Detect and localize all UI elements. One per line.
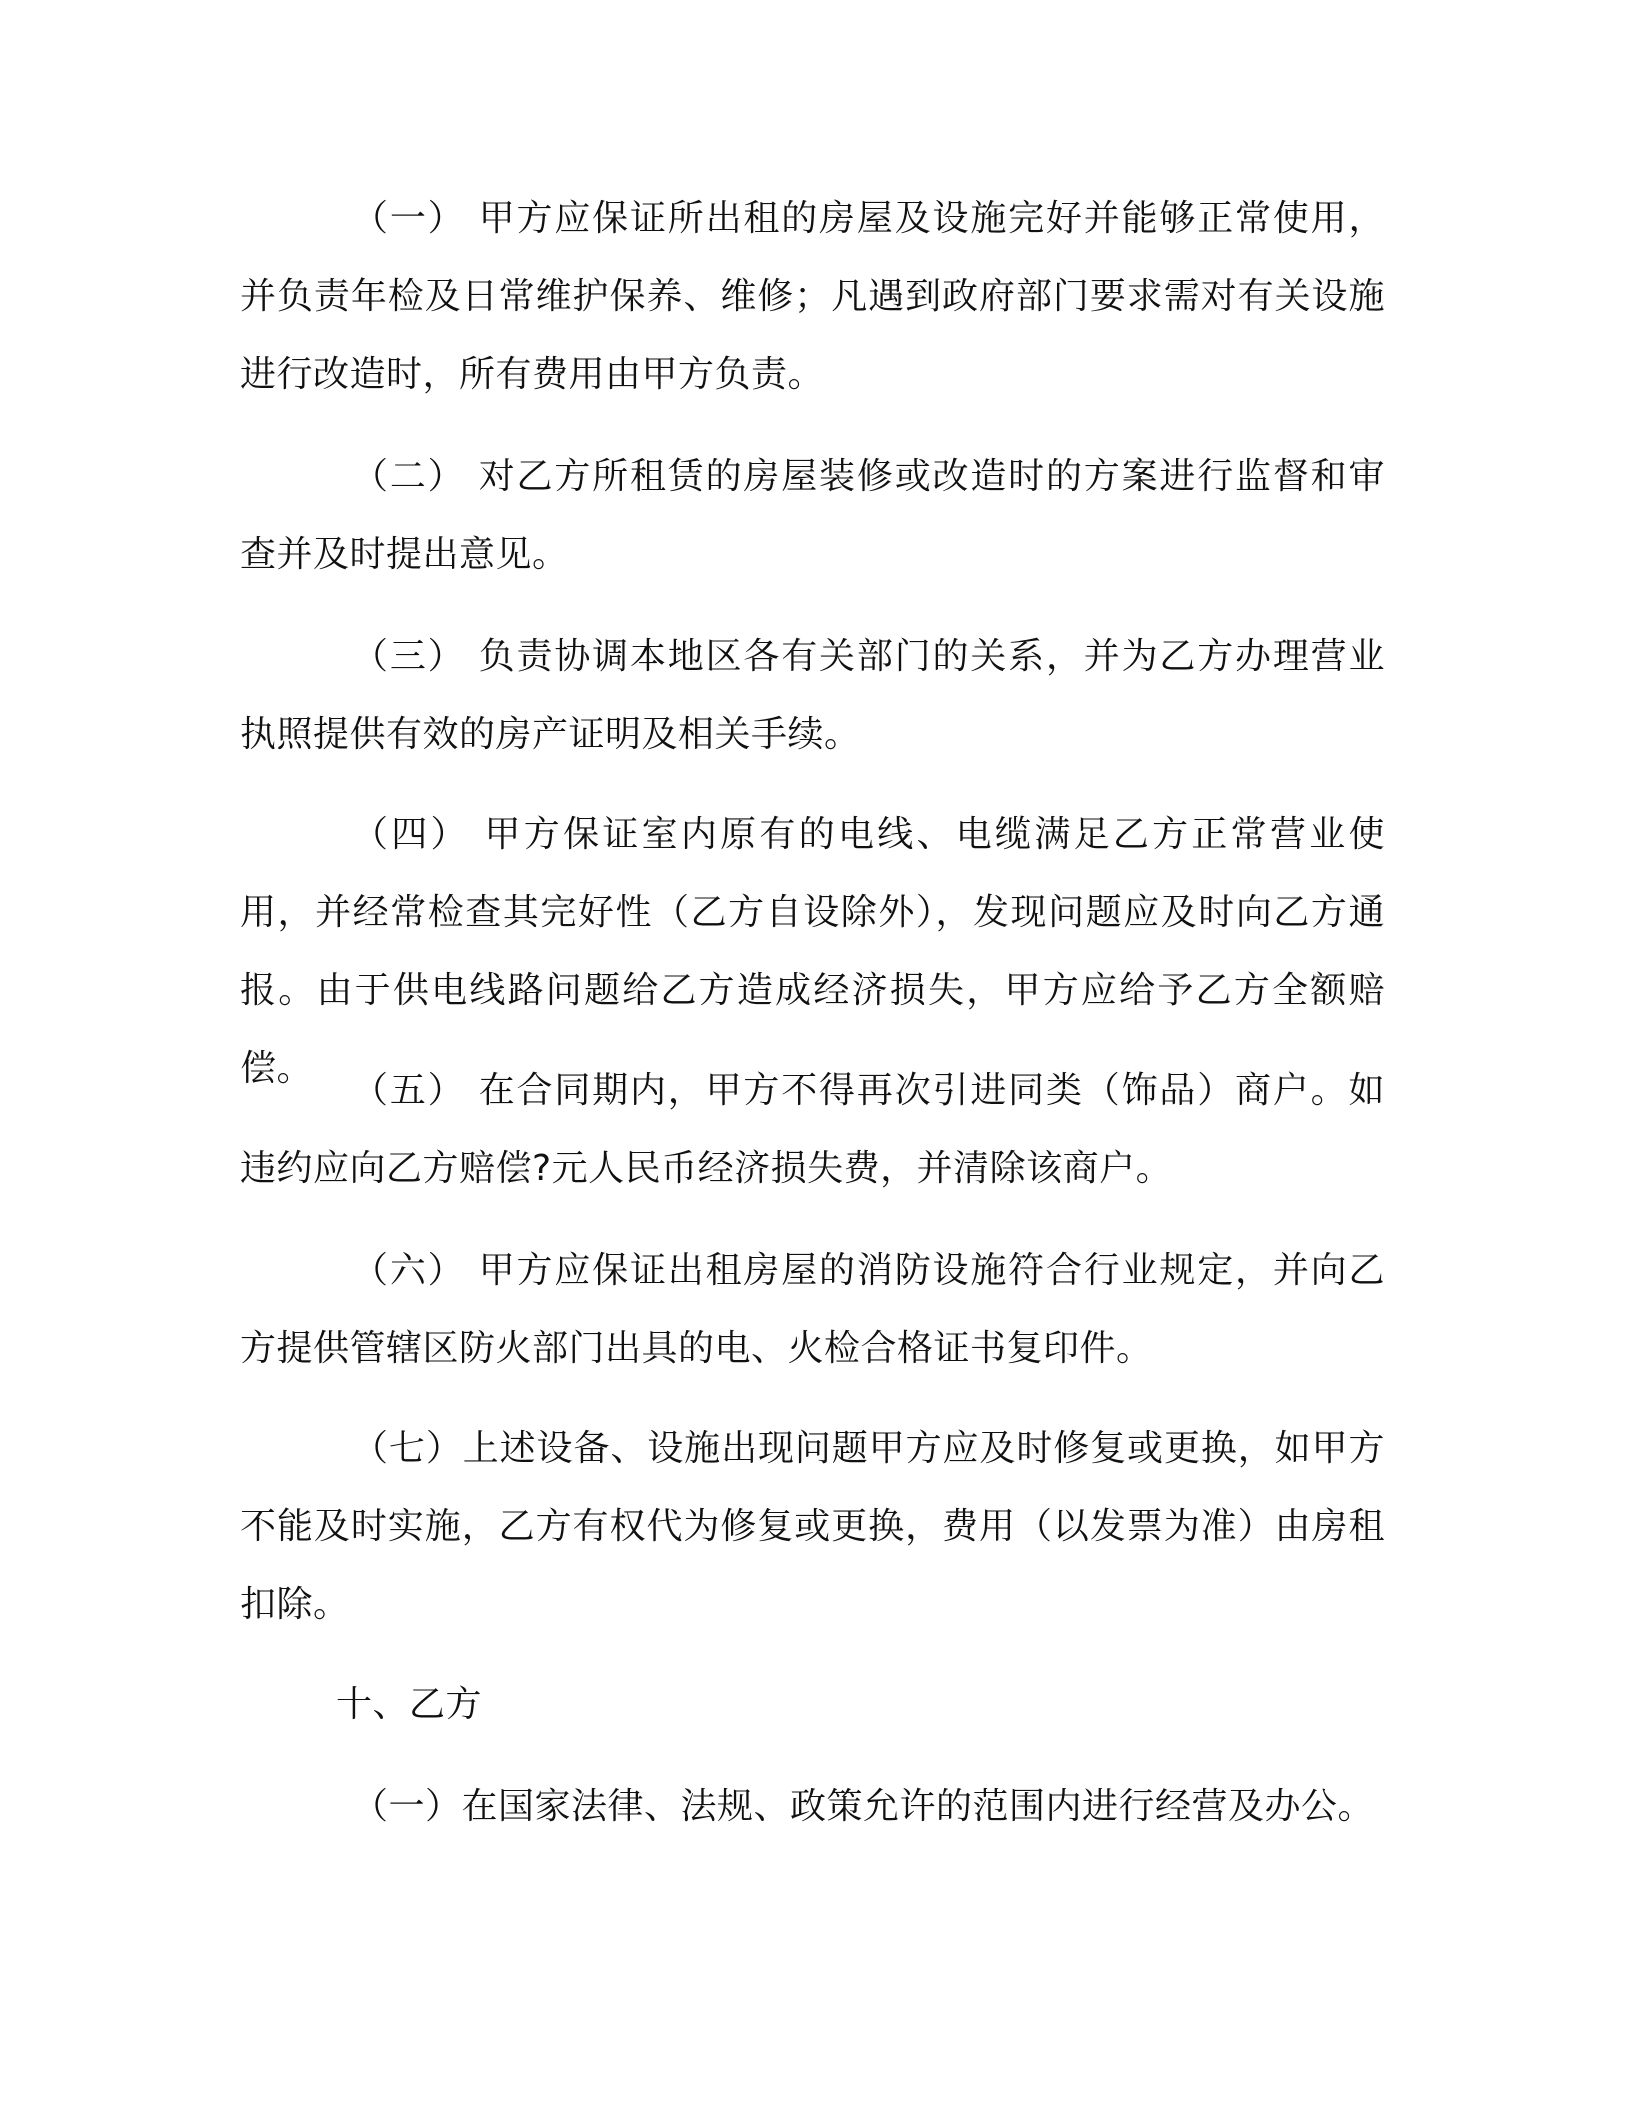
clause-5: （五） 在合同期内，甲方不得再次引进同类（饰品）商户。如违约应向乙方赔偿?元人民币经济损失费，并清除该商户。 <box>240 1070 1385 1189</box>
section-heading: 十、乙方 <box>336 1684 483 1725</box>
clause-1: （一） 甲方应保证所出租的房屋及设施完好并能够正常使用，并负责年检及日常维护保养、维修；凡遇到政府部门要求需对有关设施进行改造时，所有费用由甲方负责。 <box>240 198 1385 395</box>
clause-3: （三） 负责协调本地区各有关部门的关系，并为乙方办理营业执照提供有效的房产证明及相关手续。 <box>240 636 1385 755</box>
clause-7: （七）上述设备、设施出现问题甲方应及时修复或更换，如甲方不能及时实施，乙方有权代为修复或更换，费用（以发票为准）由房租扣除。 <box>240 1428 1385 1625</box>
clause-6: （六） 甲方应保证出租房屋的消防设施符合行业规定，并向乙方提供管辖区防火部门出具的电、火检合格证书复印件。 <box>240 1250 1385 1369</box>
section-first-item: （一）在国家法律、法规、政策允许的范围内进行经营及办公。 <box>352 1786 1375 1827</box>
clause-2: （二） 对乙方所租赁的房屋装修或改造时的方案进行监督和审查并及时提出意见。 <box>240 456 1385 575</box>
clause-4: （四） 甲方保证室内原有的电线、电缆满足乙方正常营业使用，并经常检查其完好性（乙方自设除外），发现问题应及时向乙方通报。由于供电线路问题给乙方造成经济损失，甲方应给予乙方全额赔偿。 <box>240 814 1385 1089</box>
